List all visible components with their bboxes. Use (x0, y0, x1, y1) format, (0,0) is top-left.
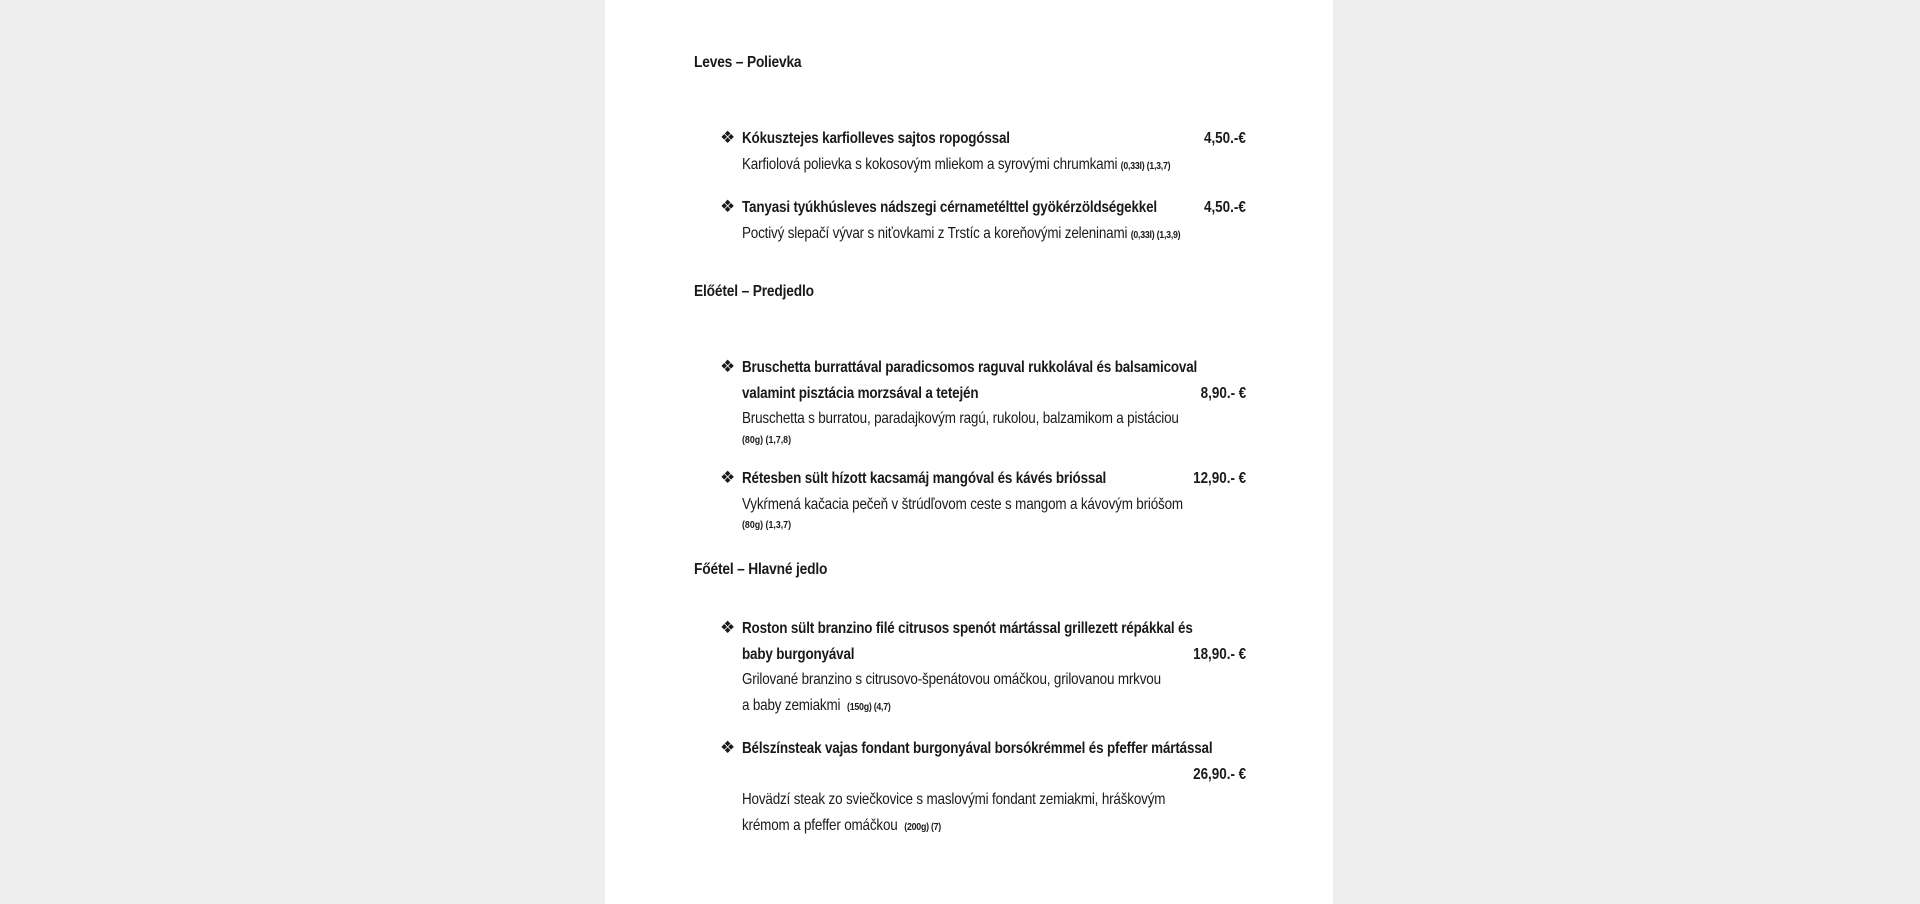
bullet-icon: ❖ (720, 128, 736, 147)
bullet-icon: ❖ (720, 618, 736, 637)
item-allergens: (150g) (4,7) (847, 700, 891, 713)
item-name-line (742, 762, 1246, 788)
menu-page (605, 0, 1333, 904)
item-price: 8,90.- € (1200, 384, 1246, 402)
item-price: 12,90.- € (1192, 470, 1246, 487)
item-price: 18,90.- € (1192, 645, 1246, 663)
bullet-icon: ❖ (720, 357, 736, 376)
item-desc-line: Grilované branzino s citrusovo-špenátovou omáčkou, grilovanou mrkvou (742, 671, 1161, 688)
item-name-line: baby burgonyával 18,90.- € (742, 642, 1246, 668)
item-name-line: Tanyasi tyúkhúsleves nádszegi cérnametélttel gyökérzöldségekkel 4,50.-€ (742, 195, 1246, 221)
item-allergens: (80g) (1,3,7) (742, 519, 792, 531)
item-desc-line: Vykŕmená kačacia pečeň v štrúdľovom ceste s mangom a kávovým brióšom (742, 495, 1183, 513)
item-desc-line: a baby zemiakmi (150g) (4,7) (742, 696, 891, 714)
item-name-line: Bruschetta burrattával paradicsomos raguval rukkolával és balsamicoval (742, 359, 1198, 376)
item-name-line: Rétesben sült hízott kacsamáj mangóval és kávés brióssal 12,90.- € (742, 466, 1246, 492)
section-title-starter: Előétel – Predjedlo (694, 283, 814, 300)
bullet-icon: ❖ (720, 738, 736, 757)
item-price: 26,90.- € (1192, 765, 1246, 783)
item-desc-line: Hovädzí steak zo sviečkovice s maslovými fondant zemiakmi, hráškovým (742, 791, 1166, 808)
item-desc-line: Poctivý slepačí vývar s niťovkami z Trstíc a koreňovými zeleninami (0,33l) (1,3,9) (742, 224, 1181, 242)
item-allergens: (80g) (1,7,8) (742, 433, 792, 446)
item-allergens: (200g) (7) (904, 820, 942, 833)
item-desc-line: Bruschetta s burratou, paradajkovým ragú, rukolou, balzamikom a pistáciou (742, 410, 1179, 427)
section-title-soup: Leves – Polievka (694, 54, 802, 71)
bullet-icon: ❖ (720, 197, 736, 216)
item-name-line: Kókusztejes karfiolleves sajtos ropogóssal 4,50.-€ (742, 126, 1246, 152)
item-name-line: valamint pisztácia morzsával a tetején 8,90.- € (742, 381, 1246, 407)
item-desc-line: krémom a pfeffer omáčkou (200g) (7) (742, 816, 942, 834)
item-desc-line: Karfiolová polievka s kokosovým mliekom a syrovými chrumkami (0,33l) (1,3,7) (742, 155, 1171, 173)
section-title-main: Főétel – Hlavné jedlo (694, 561, 828, 578)
item-allergens: (0,33l) (1,3,9) (1130, 228, 1181, 241)
item-name-line: Bélszínsteak vajas fondant burgonyával borsókrémmel és pfeffer mártással (742, 740, 1213, 757)
item-allergens: (0,33l) (1,3,7) (1120, 159, 1171, 172)
item-price: 4,50.-€ (1204, 130, 1246, 147)
bullet-icon: ❖ (720, 468, 736, 487)
item-price: 4,50.-€ (1204, 199, 1246, 216)
item-name-line: Roston sült branzino filé citrusos spenót mártással grillezett répákkal és (742, 620, 1193, 637)
